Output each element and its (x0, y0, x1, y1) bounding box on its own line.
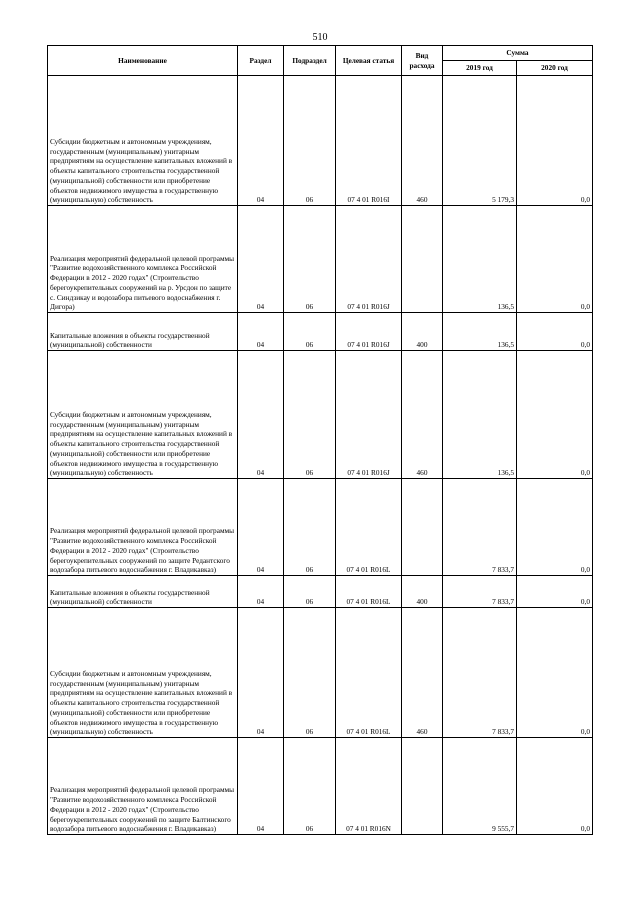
table-row (48, 351, 593, 479)
row-article: 07 4 01 R016L (336, 576, 402, 608)
table-row (48, 608, 593, 738)
row-subsection: 06 (284, 738, 336, 835)
header-year-2019: 2019 год (443, 61, 517, 76)
table-row (48, 313, 593, 351)
row-name: Субсидии бюджетным и автономным учреждениям, государственным (муниципальным) унитарным предприятиям на осуществление капитальных вложений в объекты капитального строительства государственной (муниципальной) собственности или приобретение объектов недвижимого имущества в государственную (муниципальную) собственность (48, 351, 238, 479)
row-section: 04 (238, 206, 284, 313)
table-row (48, 576, 593, 608)
row-sum-2020: 0,0 (517, 313, 593, 351)
row-expense-type: 460 (402, 351, 443, 479)
row-section: 04 (238, 479, 284, 576)
table-row (48, 479, 593, 576)
row-section: 04 (238, 76, 284, 206)
row-name: Реализация мероприятий федеральной целевой программы "Развитие водохозяйственного комплекса Российской Федерации в 2012 - 2020 годах" (Строительство берегоукрепительных сооружений на р. Урсдон по защите с. Синдзикау и водозабора питьевого водоснабжения г. Дигора) (48, 206, 238, 313)
header-expense-type: Вид расхода (402, 46, 443, 76)
header-year-2020: 2020 год (517, 61, 593, 76)
row-sum-2020: 0,0 (517, 351, 593, 479)
row-sum-2019: 7 833,7 (443, 576, 517, 608)
row-name: Субсидии бюджетным и автономным учреждениям, государственным (муниципальным) унитарным предприятиям на осуществление капитальных вложений в объекты капитального строительства государственной (муниципальной) собственности или приобретение объектов недвижимого имущества в государственную (муниципальную) собственность (48, 608, 238, 738)
header-target-article: Целевая статья (336, 46, 402, 76)
row-sum-2020: 0,0 (517, 576, 593, 608)
row-subsection: 06 (284, 313, 336, 351)
row-subsection: 06 (284, 608, 336, 738)
row-expense-type: 400 (402, 313, 443, 351)
header-section: Раздел (238, 46, 284, 76)
row-sum-2020: 0,0 (517, 738, 593, 835)
row-expense-type: 400 (402, 576, 443, 608)
row-article: 07 4 01 R016L (336, 608, 402, 738)
row-article: 07 4 01 R016J (336, 313, 402, 351)
row-section: 04 (238, 313, 284, 351)
header-name: Наименование (48, 46, 238, 76)
row-section: 04 (238, 738, 284, 835)
row-section: 04 (238, 576, 284, 608)
row-sum-2019: 7 833,7 (443, 608, 517, 738)
row-name: Реализация мероприятий федеральной целевой программы "Развитие водохозяйственного комплекса Российской Федерации в 2012 - 2020 годах" (Строительство берегоукрепительных сооружений по защите Редантского водозабора питьевого водоснабжения г. Владикавказ) (48, 479, 238, 576)
row-name: Реализация мероприятий федеральной целевой программы "Развитие водохозяйственного комплекса Российской Федерации в 2012 - 2020 годах" (Строительство берегоукрепительных сооружений по защите Балтинского водозабора питьевого водоснабжения г. Владикавказ) (48, 738, 238, 835)
table-row (48, 76, 593, 206)
table-header (48, 46, 593, 76)
row-sum-2019: 136,5 (443, 206, 517, 313)
row-expense-type: 460 (402, 76, 443, 206)
row-section: 04 (238, 351, 284, 479)
row-subsection: 06 (284, 351, 336, 479)
page-number: 510 (312, 32, 328, 43)
row-sum-2020: 0,0 (517, 479, 593, 576)
row-sum-2019: 136,5 (443, 351, 517, 479)
row-sum-2020: 0,0 (517, 206, 593, 313)
row-article: 07 4 01 R016J (336, 351, 402, 479)
row-sum-2019: 7 833,7 (443, 479, 517, 576)
row-expense-type (402, 206, 443, 313)
row-subsection: 06 (284, 479, 336, 576)
row-sum-2019: 9 555,7 (443, 738, 517, 835)
row-subsection: 06 (284, 76, 336, 206)
row-subsection: 06 (284, 576, 336, 608)
header-subsection: Подраздел (284, 46, 336, 76)
header-sum: Сумма (443, 46, 593, 61)
row-section: 04 (238, 608, 284, 738)
row-name: Капитальные вложения в объекты государственной (муниципальной) собственности (48, 576, 238, 608)
table-body (48, 76, 593, 835)
row-sum-2020: 0,0 (517, 76, 593, 206)
table-row (48, 206, 593, 313)
row-article: 07 4 01 R016L (336, 479, 402, 576)
row-expense-type (402, 479, 443, 576)
row-article: 07 4 01 R016N (336, 738, 402, 835)
table-row (48, 738, 593, 835)
budget-table (47, 45, 593, 835)
row-expense-type (402, 738, 443, 835)
row-subsection: 06 (284, 206, 336, 313)
row-sum-2020: 0,0 (517, 608, 593, 738)
row-expense-type: 460 (402, 608, 443, 738)
row-sum-2019: 5 179,3 (443, 76, 517, 206)
row-article: 07 4 01 R016I (336, 76, 402, 206)
row-name: Субсидии бюджетным и автономным учреждениям, государственным (муниципальным) унитарным предприятиям на осуществление капитальных вложений в объекты капитального строительства государственной (муниципальной) собственности или приобретение объектов недвижимого имущества в государственную (муниципальную) собственность (48, 76, 238, 206)
row-name: Капитальные вложения в объекты государственной (муниципальной) собственности (48, 313, 238, 351)
row-article: 07 4 01 R016J (336, 206, 402, 313)
row-sum-2019: 136,5 (443, 313, 517, 351)
